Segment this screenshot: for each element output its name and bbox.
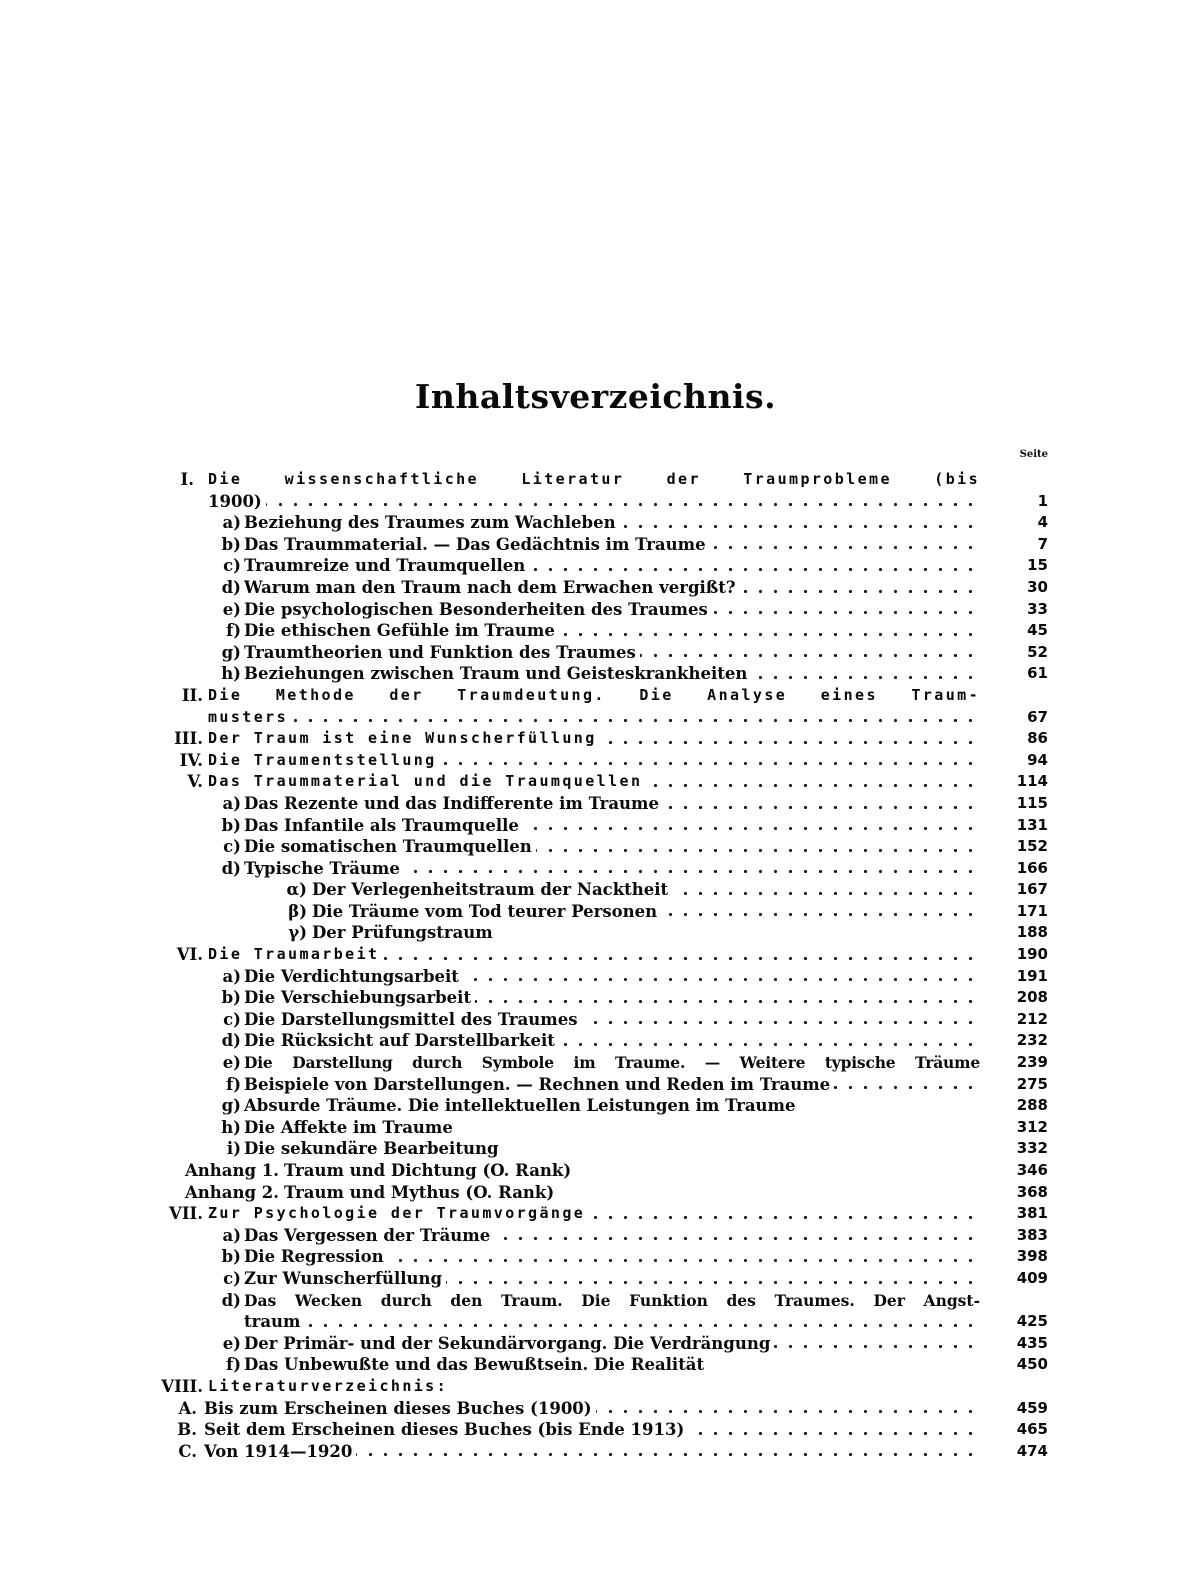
- toc-entry: [0, 858, 1191, 880]
- toc-entry: [0, 1138, 1191, 1160]
- toc-entry: [0, 836, 1191, 858]
- toc-entry-title: Das Unbewußte und das Bewußtsein. Die Realität: [244, 1354, 980, 1376]
- toc-entry-page: 288: [1016, 1096, 1048, 1115]
- toc-entry: [0, 793, 1191, 815]
- toc-entry-number: c): [223, 1268, 241, 1288]
- toc-entry-title: Warum man den Traum nach dem Erwachen vergißt?: [244, 577, 980, 599]
- toc-entry: [0, 512, 1191, 534]
- toc-entry: [0, 1398, 1191, 1420]
- toc-entry: [0, 1160, 1191, 1182]
- toc-entry: [0, 966, 1191, 988]
- toc-entry-title: Das Rezente und das Indifferente im Traume: [244, 793, 980, 815]
- toc-entry: [0, 771, 1191, 793]
- toc-entry-page: 188: [1016, 923, 1048, 942]
- toc-entry-page: 465: [1016, 1420, 1048, 1439]
- toc-entry-number: II.: [181, 685, 203, 705]
- toc-entry-title: Der Primär- und der Sekundärvorgang. Die Verdrängung: [244, 1333, 980, 1355]
- toc-entry-number: e): [222, 599, 241, 619]
- toc-entry-page: 212: [1016, 1009, 1048, 1028]
- toc-entry-title: Das Vergessen der Träume: [244, 1225, 980, 1247]
- toc-entry-number: A.: [178, 1398, 197, 1418]
- toc-entry: [0, 879, 1191, 901]
- toc-entry-title: Der Verlegenheitstraum der Nacktheit: [312, 879, 980, 901]
- toc-entry-title: Die Träume vom Tod teurer Personen: [312, 901, 980, 923]
- toc-entry-title: Das Traummaterial. — Das Gedächtnis im Traume: [244, 534, 980, 556]
- toc-entry-title: Zur Wunscherfüllung: [244, 1268, 980, 1290]
- toc-entry-page: 409: [1016, 1268, 1048, 1287]
- toc-entry: [0, 1376, 1191, 1398]
- toc-entry: [0, 1052, 1191, 1074]
- toc-entry: [0, 728, 1191, 750]
- toc-entry-page: 30: [1027, 577, 1048, 596]
- toc-entry: [0, 1419, 1191, 1441]
- toc-entry-page: 381: [1016, 1204, 1048, 1223]
- toc-entry-page: 7: [1037, 534, 1048, 553]
- toc-entry-number: III.: [174, 729, 203, 749]
- toc-entry-title: Die psychologischen Besonderheiten des Traumes: [244, 599, 980, 621]
- toc-entry-title: Absurde Träume. Die intellektuellen Leistungen im Traume: [244, 1095, 980, 1117]
- toc-entry-title: Die Darstellungsmittel des Traumes: [244, 1009, 980, 1031]
- toc-entry-number: γ): [288, 923, 307, 943]
- toc-entry-page: 152: [1016, 837, 1048, 856]
- toc-entry: [0, 944, 1191, 966]
- toc-entry-page: 398: [1016, 1247, 1048, 1266]
- toc-entry-page: 239: [1016, 1053, 1048, 1072]
- toc-entry-title: Der Prüfungstraum: [312, 922, 980, 944]
- toc-entry-title: Literaturverzeichnis:: [208, 1376, 980, 1398]
- toc-entry: [0, 1441, 1191, 1463]
- table-of-contents: [0, 469, 1191, 1462]
- toc-entry-number: g): [221, 642, 241, 662]
- toc-entry: [0, 1182, 1191, 1204]
- toc-entry: [0, 987, 1191, 1009]
- toc-entry-number: a): [222, 1225, 241, 1245]
- toc-entry-title: Das Infantile als Traumquelle: [244, 815, 980, 837]
- toc-entry-title: Die ethischen Gefühle im Traume: [244, 620, 980, 642]
- toc-entry-page: 166: [1016, 858, 1048, 877]
- toc-entry: [0, 901, 1191, 923]
- toc-entry-page: 61: [1027, 664, 1048, 683]
- toc-entry: [0, 922, 1191, 944]
- toc-entry: [0, 1268, 1191, 1290]
- toc-entry-page: 383: [1016, 1225, 1048, 1244]
- toc-entry-number: c): [223, 1009, 241, 1029]
- toc-entry-number: e): [222, 1333, 241, 1353]
- toc-entry-number: Anhang 1.: [185, 1161, 279, 1180]
- toc-entry-page: 86: [1027, 729, 1048, 748]
- toc-entry-number: d): [221, 1031, 241, 1051]
- toc-entry-number: VII.: [169, 1204, 203, 1224]
- toc-entry-number: Anhang 2.: [185, 1182, 279, 1202]
- toc-entry-number: b): [221, 988, 241, 1008]
- toc-entry-title: Die somatischen Traumquellen: [244, 836, 980, 858]
- toc-entry-title: Traum und Dichtung (O. Rank): [284, 1160, 980, 1182]
- toc-entry: [0, 707, 1191, 729]
- toc-entry-title: Die Traumarbeit: [208, 944, 980, 966]
- toc-entry-number: d): [221, 858, 241, 878]
- toc-entry-page: 450: [1016, 1355, 1048, 1374]
- toc-entry-page: 167: [1016, 880, 1048, 899]
- toc-entry-number: d): [221, 1290, 241, 1310]
- toc-entry-number: b): [221, 1247, 241, 1267]
- toc-entry-number: b): [221, 534, 241, 554]
- toc-entry: [0, 1074, 1191, 1096]
- toc-entry-page: 346: [1016, 1161, 1048, 1179]
- toc-entry-title: Beispiele von Darstellungen. — Rechnen und Reden im Traume: [244, 1074, 980, 1096]
- page-title: Inhaltsverzeichnis.: [414, 377, 777, 416]
- toc-entry: [0, 642, 1191, 664]
- toc-entry-page: 474: [1016, 1441, 1048, 1460]
- toc-entry-page: 208: [1016, 988, 1048, 1007]
- toc-entry-title: Traumreize und Traumquellen: [244, 555, 980, 577]
- toc-entry: [0, 663, 1191, 685]
- toc-entry-number: b): [221, 815, 241, 835]
- toc-entry-title: Die Regression: [244, 1246, 980, 1268]
- toc-entry: [0, 1246, 1191, 1268]
- toc-entry-number: IV.: [179, 750, 203, 770]
- toc-entry-number: C.: [178, 1441, 197, 1461]
- toc-entry-title: 1900): [208, 491, 980, 513]
- toc-entry-title: Bis zum Erscheinen dieses Buches (1900): [204, 1398, 980, 1420]
- toc-entry: [0, 1311, 1191, 1333]
- toc-entry-number: VI.: [176, 945, 203, 965]
- toc-entry-title: Die Rücksicht auf Darstellbarkeit: [244, 1030, 980, 1052]
- toc-entry-number: d): [221, 577, 241, 597]
- toc-entry-title: traum: [244, 1311, 980, 1333]
- toc-entry: [0, 534, 1191, 556]
- toc-entry: [0, 1030, 1191, 1052]
- toc-entry-page: 1: [1037, 491, 1048, 510]
- toc-entry-number: I.: [180, 470, 194, 489]
- toc-entry-number: f): [226, 1355, 241, 1375]
- toc-entry-page: 425: [1016, 1312, 1048, 1331]
- toc-entry-page: 190: [1016, 945, 1048, 964]
- toc-entry-number: f): [226, 621, 241, 641]
- toc-entry-number: g): [221, 1096, 241, 1116]
- toc-entry-page: 275: [1016, 1074, 1048, 1093]
- toc-entry: [0, 750, 1191, 772]
- toc-entry: [0, 491, 1191, 513]
- toc-entry-title: Die Affekte im Traume: [244, 1117, 980, 1139]
- toc-entry-page: 312: [1016, 1117, 1048, 1136]
- toc-entry-title: Beziehung des Traumes zum Wachleben: [244, 512, 980, 534]
- toc-entry-title: musters: [208, 707, 980, 729]
- toc-entry-title: Von 1914—1920: [204, 1441, 980, 1463]
- toc-entry-title: Die Methode der Traumdeutung. Die Analyse eines Traum-: [208, 685, 980, 704]
- toc-entry-number: e): [222, 1053, 241, 1073]
- toc-entry-title: Typische Träume: [244, 858, 980, 880]
- toc-entry-page: 4: [1037, 513, 1048, 532]
- toc-entry-page: 114: [1016, 772, 1048, 791]
- toc-entry: [0, 599, 1191, 621]
- toc-entry-title: Seit dem Erscheinen dieses Buches (bis Ende 1913): [204, 1419, 980, 1441]
- toc-entry: [0, 469, 1191, 491]
- toc-entry-title: Der Traum ist eine Wunscherfüllung: [208, 728, 980, 750]
- toc-entry-number: VIII.: [161, 1376, 203, 1396]
- toc-entry-number: β): [288, 901, 307, 921]
- toc-entry-number: V.: [187, 772, 203, 792]
- toc-entry-number: c): [223, 556, 241, 576]
- toc-entry: [0, 1333, 1191, 1355]
- toc-entry-title: Die Verschiebungsarbeit: [244, 987, 980, 1009]
- toc-entry-page: 459: [1016, 1398, 1048, 1417]
- toc-entry-number: a): [222, 513, 241, 533]
- toc-entry-title: Das Traummaterial und die Traumquellen: [208, 771, 980, 793]
- toc-entry-number: h): [221, 664, 241, 684]
- toc-entry-number: h): [221, 1117, 241, 1137]
- toc-entry-title: Beziehungen zwischen Traum und Geisteskrankheiten: [244, 663, 980, 685]
- toc-entry: [0, 815, 1191, 837]
- toc-entry-page: 232: [1016, 1031, 1048, 1050]
- toc-entry-title: Die wissenschaftliche Literatur der Traumprobleme (bis: [208, 470, 980, 488]
- toc-entry-title: Das Wecken durch den Traum. Die Funktion des Traumes. Der Angst-: [244, 1290, 980, 1310]
- toc-entry-number: f): [226, 1074, 241, 1094]
- toc-entry-page: 45: [1027, 621, 1048, 640]
- toc-entry-number: a): [222, 966, 241, 986]
- toc-entry-page: 94: [1027, 750, 1048, 769]
- toc-entry: [0, 620, 1191, 642]
- toc-entry-page: 435: [1016, 1333, 1048, 1352]
- toc-entry: [0, 1203, 1191, 1225]
- toc-entry: [0, 685, 1191, 707]
- toc-entry-page: 33: [1027, 599, 1048, 618]
- toc-entry: [0, 1117, 1191, 1139]
- toc-entry: [0, 1009, 1191, 1031]
- toc-entry-title: Die Traumentstellung: [208, 750, 980, 772]
- toc-entry-number: a): [222, 793, 241, 813]
- toc-entry-page: 67: [1027, 707, 1048, 726]
- toc-entry-number: i): [226, 1139, 241, 1159]
- toc-entry-title: Traumtheorien und Funktion des Traumes: [244, 642, 980, 664]
- toc-entry-page: 332: [1016, 1139, 1048, 1158]
- toc-entry: [0, 1225, 1191, 1247]
- toc-entry-number: c): [223, 837, 241, 857]
- toc-entry-title: Zur Psychologie der Traumvorgänge: [208, 1203, 980, 1225]
- page-column-label: Seite: [1019, 449, 1048, 460]
- toc-entry-page: 15: [1027, 556, 1048, 575]
- toc-entry-title: Die Verdichtungsarbeit: [244, 966, 980, 988]
- toc-entry-number: B.: [177, 1420, 197, 1440]
- toc-entry-title: Die Darstellung durch Symbole im Traume. — Weitere typische Träume: [244, 1053, 980, 1073]
- toc-entry: [0, 577, 1191, 599]
- toc-entry-page: 191: [1016, 966, 1048, 985]
- toc-entry: [0, 1095, 1191, 1117]
- toc-entry-page: 368: [1016, 1182, 1048, 1201]
- toc-entry-page: 115: [1016, 793, 1048, 812]
- toc-entry-title: Die sekundäre Bearbeitung: [244, 1138, 980, 1160]
- toc-entry-page: 52: [1027, 642, 1048, 661]
- toc-entry-page: 131: [1016, 815, 1048, 834]
- toc-entry: [0, 1290, 1191, 1312]
- toc-entry: [0, 555, 1191, 577]
- toc-entry: [0, 1354, 1191, 1376]
- toc-entry-number: α): [286, 880, 307, 900]
- toc-entry-page: 171: [1016, 901, 1048, 920]
- toc-entry-title: Traum und Mythus (O. Rank): [284, 1182, 980, 1204]
